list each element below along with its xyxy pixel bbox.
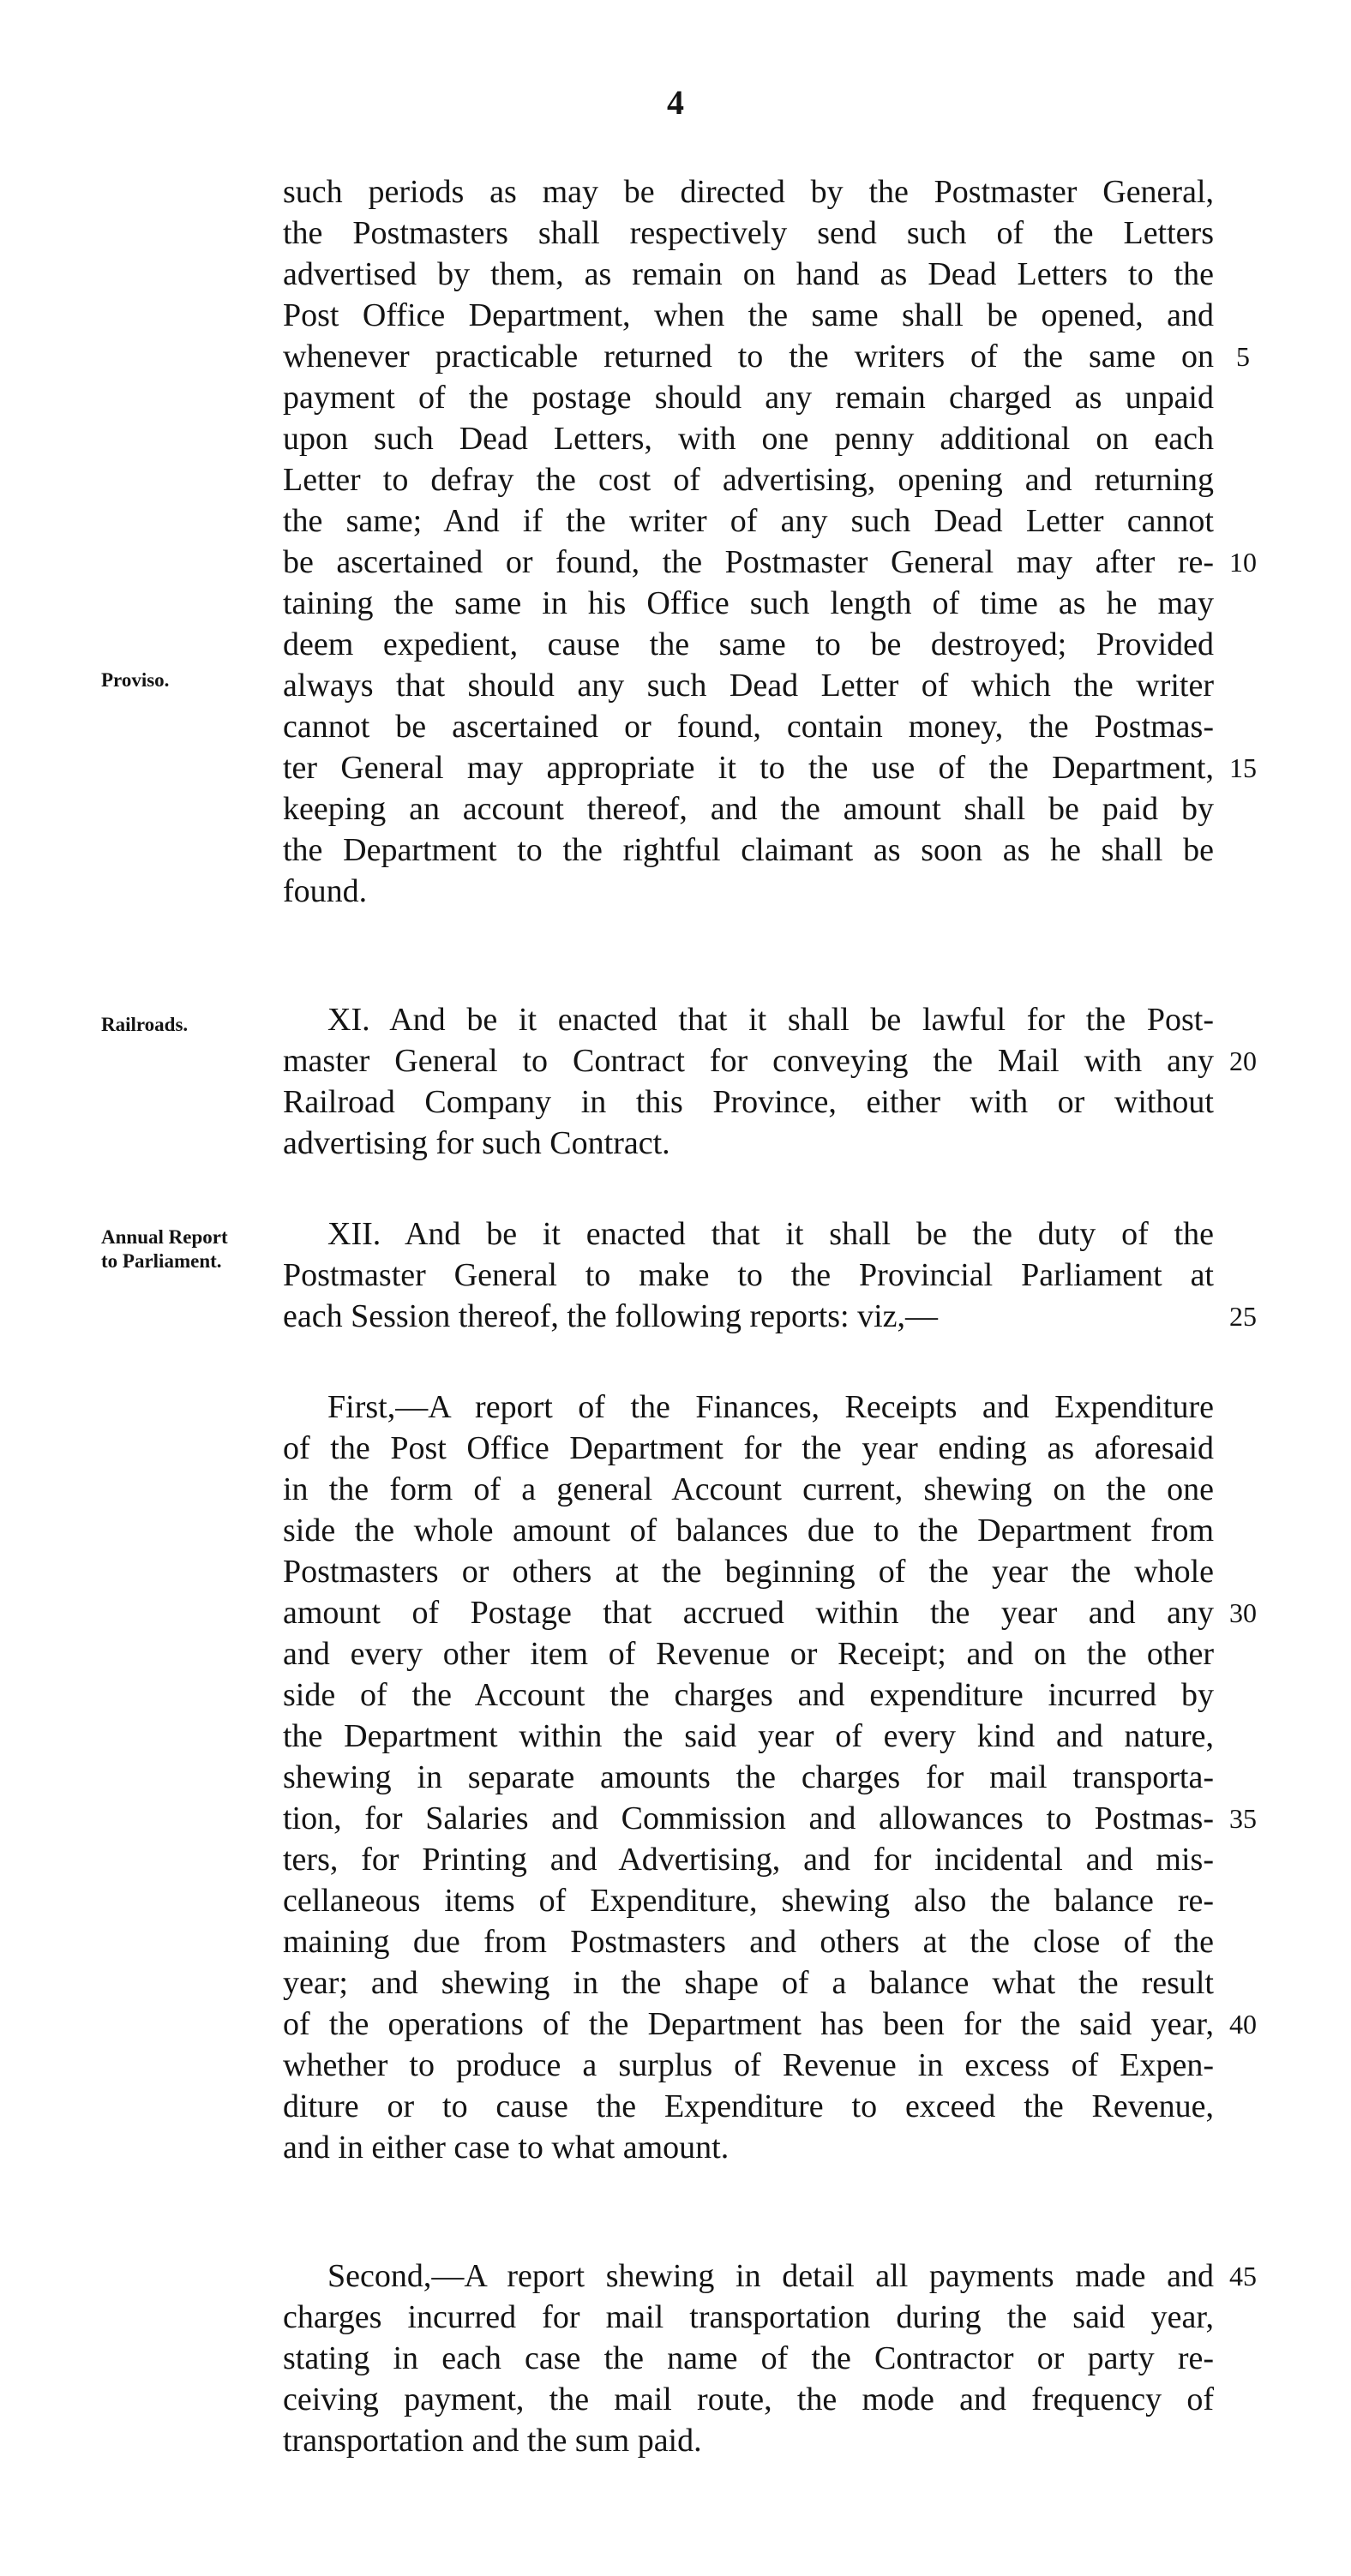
text-line: amount of Postage that accrued within the year and any	[283, 1595, 1214, 1631]
line-number: 5	[1236, 341, 1250, 372]
text-line: stating in each case the name of the Contractor or party re-	[283, 2340, 1214, 2376]
page-number: 4	[667, 83, 684, 122]
text-line: tion, for Salaries and Commission and allowances to Postmas-	[283, 1800, 1214, 1836]
text-line: advertising for such Contract.	[283, 1125, 670, 1161]
text-line: diture or to cause the Expenditure to exceed the Revenue,	[283, 2088, 1214, 2124]
text-line: shewing in separate amounts the charges for mail transporta-	[283, 1759, 1214, 1795]
text-line: charges incurred for mail transportation during the said year,	[283, 2299, 1214, 2335]
side-note-to-parliament: to Parliament.	[101, 1250, 222, 1272]
text-line: the Department within the said year of every kind and nature,	[283, 1718, 1214, 1754]
text-line: be ascertained or found, the Postmaster General may after re-	[283, 544, 1214, 580]
text-line: the same; And if the writer of any such Dead Letter cannot	[283, 503, 1214, 539]
line-number: 10	[1229, 547, 1257, 578]
text-line: such periods as may be directed by the Postmaster General,	[283, 174, 1214, 210]
text-line: Second,—A report shewing in detail all payments made and	[327, 2258, 1214, 2294]
text-line: and every other item of Revenue or Receipt; and on the other	[283, 1636, 1214, 1672]
side-note-proviso: Proviso.	[101, 669, 170, 691]
line-number: 15	[1229, 752, 1257, 783]
text-line: in the form of a general Account current, shewing on the one	[283, 1471, 1214, 1507]
side-note-annual-report: Annual Report	[101, 1226, 228, 1248]
text-line: ters, for Printing and Advertising, and for incidental and mis-	[283, 1842, 1214, 1878]
text-line: and in either case to what amount.	[283, 2130, 730, 2166]
text-line: year; and shewing in the shape of a balance what the result	[283, 1965, 1214, 2001]
text-line: whether to produce a surplus of Revenue in excess of Expen-	[283, 2047, 1214, 2083]
text-line: Postmaster General to make to the Provincial Parliament at	[283, 1257, 1214, 1293]
text-line: XII. And be it enacted that it shall be the duty of the	[327, 1216, 1214, 1252]
text-line: of the operations of the Department has been for the said year,	[283, 2006, 1214, 2042]
line-number: 25	[1229, 1301, 1257, 1332]
text-line: First,—A report of the Finances, Receipts and Expenditure	[327, 1389, 1214, 1425]
line-number: 35	[1229, 1803, 1257, 1834]
text-line: of the Post Office Department for the year ending as aforesaid	[283, 1430, 1214, 1466]
text-line: Letter to defray the cost of advertising, opening and returning	[283, 462, 1214, 498]
text-line: master General to Contract for conveying the Mail with any	[283, 1043, 1214, 1079]
text-line: the Department to the rightful claimant as soon as he shall be	[283, 832, 1214, 868]
text-line: found.	[283, 873, 368, 909]
text-line: side the whole amount of balances due to the Department from	[283, 1513, 1214, 1549]
text-line: transportation and the sum paid.	[283, 2423, 702, 2459]
line-number: 45	[1229, 2261, 1257, 2291]
line-number: 40	[1229, 2009, 1257, 2040]
text-line: Postmasters or others at the beginning of the year the whole	[283, 1554, 1214, 1590]
side-note-railroads: Railroads.	[101, 1014, 189, 1035]
text-line: XI. And be it enacted that it shall be lawful for the Post-	[327, 1002, 1214, 1038]
text-line: Railroad Company in this Province, either with or without	[283, 1084, 1214, 1120]
text-line: keeping an account thereof, and the amount shall be paid by	[283, 791, 1214, 827]
text-line: advertised by them, as remain on hand as Dead Letters to the	[283, 256, 1214, 292]
text-line: cannot be ascertained or found, contain money, the Postmas-	[283, 709, 1214, 745]
text-line: always that should any such Dead Letter of which the writer	[283, 668, 1214, 704]
text-line: taining the same in his Office such length of time as he may	[283, 585, 1214, 621]
text-line: ter General may appropriate it to the use of the Department,	[283, 750, 1214, 786]
text-line: maining due from Postmasters and others at the close of the	[283, 1924, 1214, 1960]
text-line: each Session thereof, the following reports: viz,—	[283, 1298, 939, 1334]
text-line: payment of the postage should any remain charged as unpaid	[283, 380, 1214, 416]
text-line: cellaneous items of Expenditure, shewing also the balance re-	[283, 1883, 1214, 1919]
text-line: deem expedient, cause the same to be destroyed; Provided	[283, 626, 1214, 662]
text-line: upon such Dead Letters, with one penny additional on each	[283, 421, 1214, 457]
text-line: Post Office Department, when the same shall be opened, and	[283, 297, 1214, 333]
text-line: the Postmasters shall respectively send such of the Letters	[283, 215, 1214, 251]
text-line: side of the Account the charges and expenditure incurred by	[283, 1677, 1214, 1713]
line-number: 30	[1229, 1597, 1257, 1628]
line-number: 20	[1229, 1045, 1257, 1076]
text-line: whenever practicable returned to the writers of the same on	[283, 338, 1214, 374]
text-line: ceiving payment, the mail route, the mode and frequency of	[283, 2381, 1214, 2417]
